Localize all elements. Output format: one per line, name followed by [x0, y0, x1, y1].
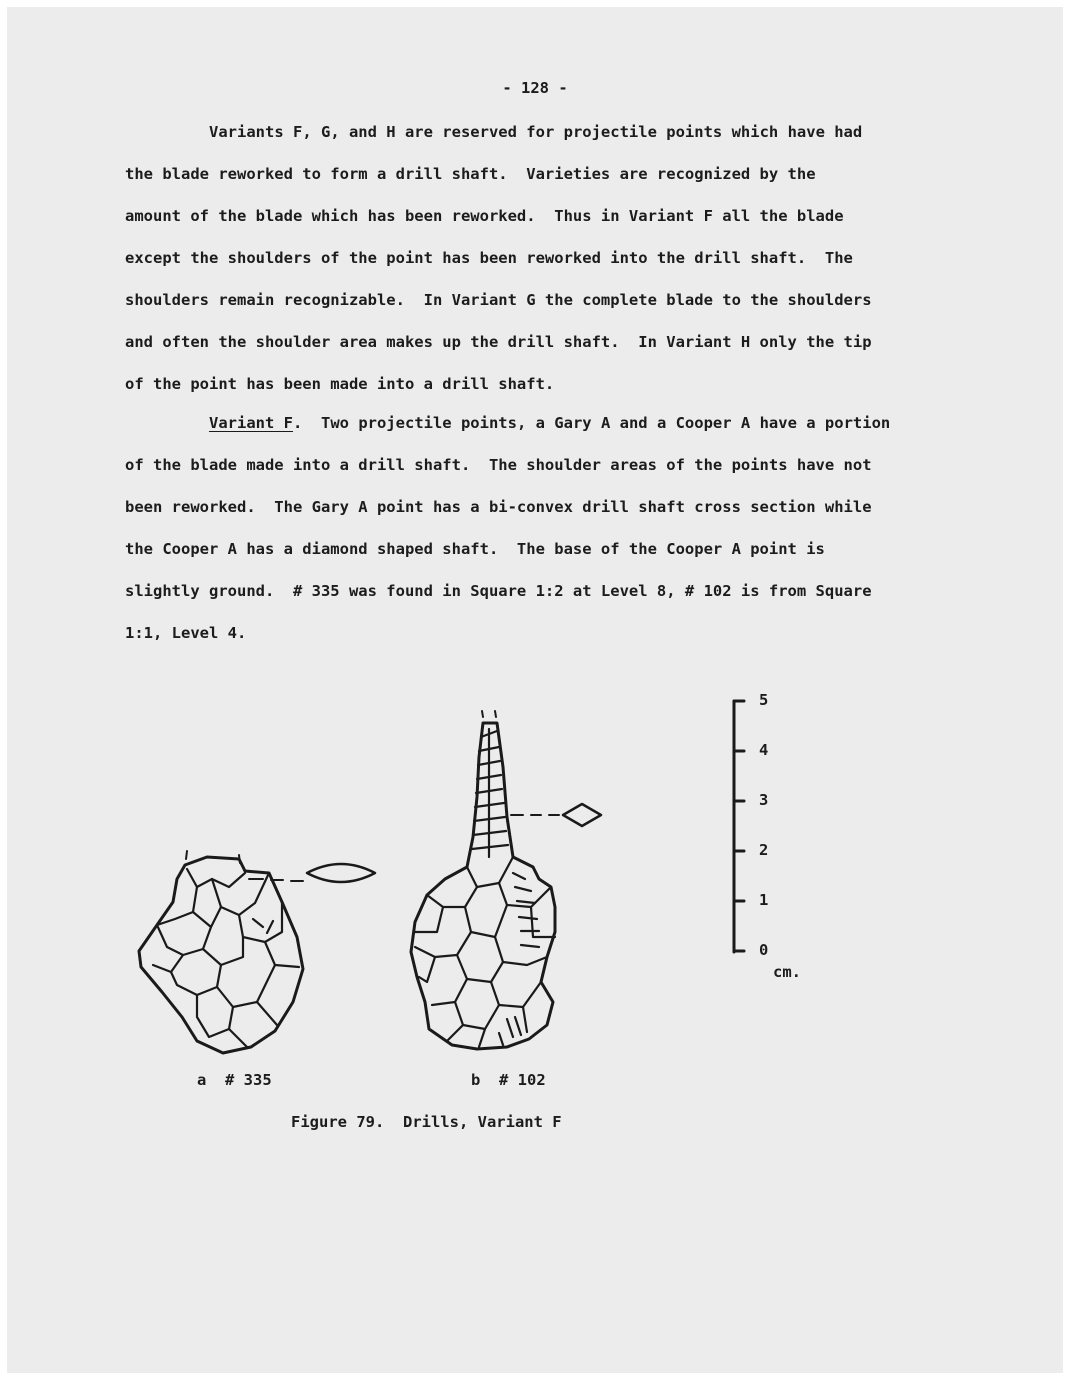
section-heading: Variant F	[209, 414, 293, 432]
artifact-b-drawing	[411, 723, 555, 1049]
paragraph-line: the blade reworked to form a drill shaft. Varieties are recognized by the	[125, 165, 816, 183]
paragraph-line: the Cooper A has a diamond shaped shaft. The base of the Cooper A point is	[125, 540, 825, 558]
paragraph-first-line	[209, 412, 890, 434]
artifact-b-label: b # 102	[471, 1071, 546, 1089]
scale-tick-label: 5	[759, 691, 769, 709]
scale-tick-label: 1	[759, 891, 769, 909]
paragraph-line: of the blade made into a drill shaft. The shoulder areas of the points have not	[125, 456, 872, 474]
page-number: - 128 -	[502, 79, 568, 97]
scale-bar	[734, 701, 744, 952]
artifact-b-marker	[482, 711, 496, 717]
paragraph-line-rest: . Two projectile points, a Gary A and a Cooper A have a portion	[293, 414, 891, 432]
artifact-a-marker	[186, 851, 240, 863]
paragraph-line: amount of the blade which has been reworked. Thus in Variant F all the blade	[125, 207, 844, 225]
paragraph-line: and often the shoulder area makes up the drill shaft. In Variant H only the tip	[125, 333, 872, 351]
document-page	[7, 7, 1063, 1373]
artifact-a-leader	[249, 879, 303, 881]
paragraph-line: shoulders remain recognizable. In Variant G the complete blade to the shoulders	[125, 291, 872, 309]
scale-tick-label: 4	[759, 741, 769, 759]
artifact-b-cross-section	[563, 804, 601, 826]
scale-tick-label: 3	[759, 791, 769, 809]
scale-tick-label: 2	[759, 841, 769, 859]
artifact-a-cross-section	[307, 864, 375, 882]
paragraph-line: 1:1, Level 4.	[125, 624, 247, 642]
scale-unit: cm.	[773, 963, 801, 981]
paragraph-line: Variants F, G, and H are reserved for projectile points which have had	[209, 123, 863, 141]
paragraph-line: of the point has been made into a drill shaft.	[125, 375, 555, 393]
paragraph-line: slightly ground. # 335 was found in Square 1:2 at Level 8, # 102 is from Square	[125, 582, 872, 600]
figure-caption: Figure 79. Drills, Variant F	[291, 1113, 562, 1131]
artifact-a-label: a # 335	[197, 1071, 272, 1089]
artifact-a-drawing	[139, 857, 303, 1053]
paragraph-line: been reworked. The Gary A point has a bi-convex drill shaft cross section while	[125, 498, 872, 516]
paragraph-line: except the shoulders of the point has been reworked into the drill shaft. The	[125, 249, 853, 267]
scale-tick-label: 0	[759, 941, 769, 959]
